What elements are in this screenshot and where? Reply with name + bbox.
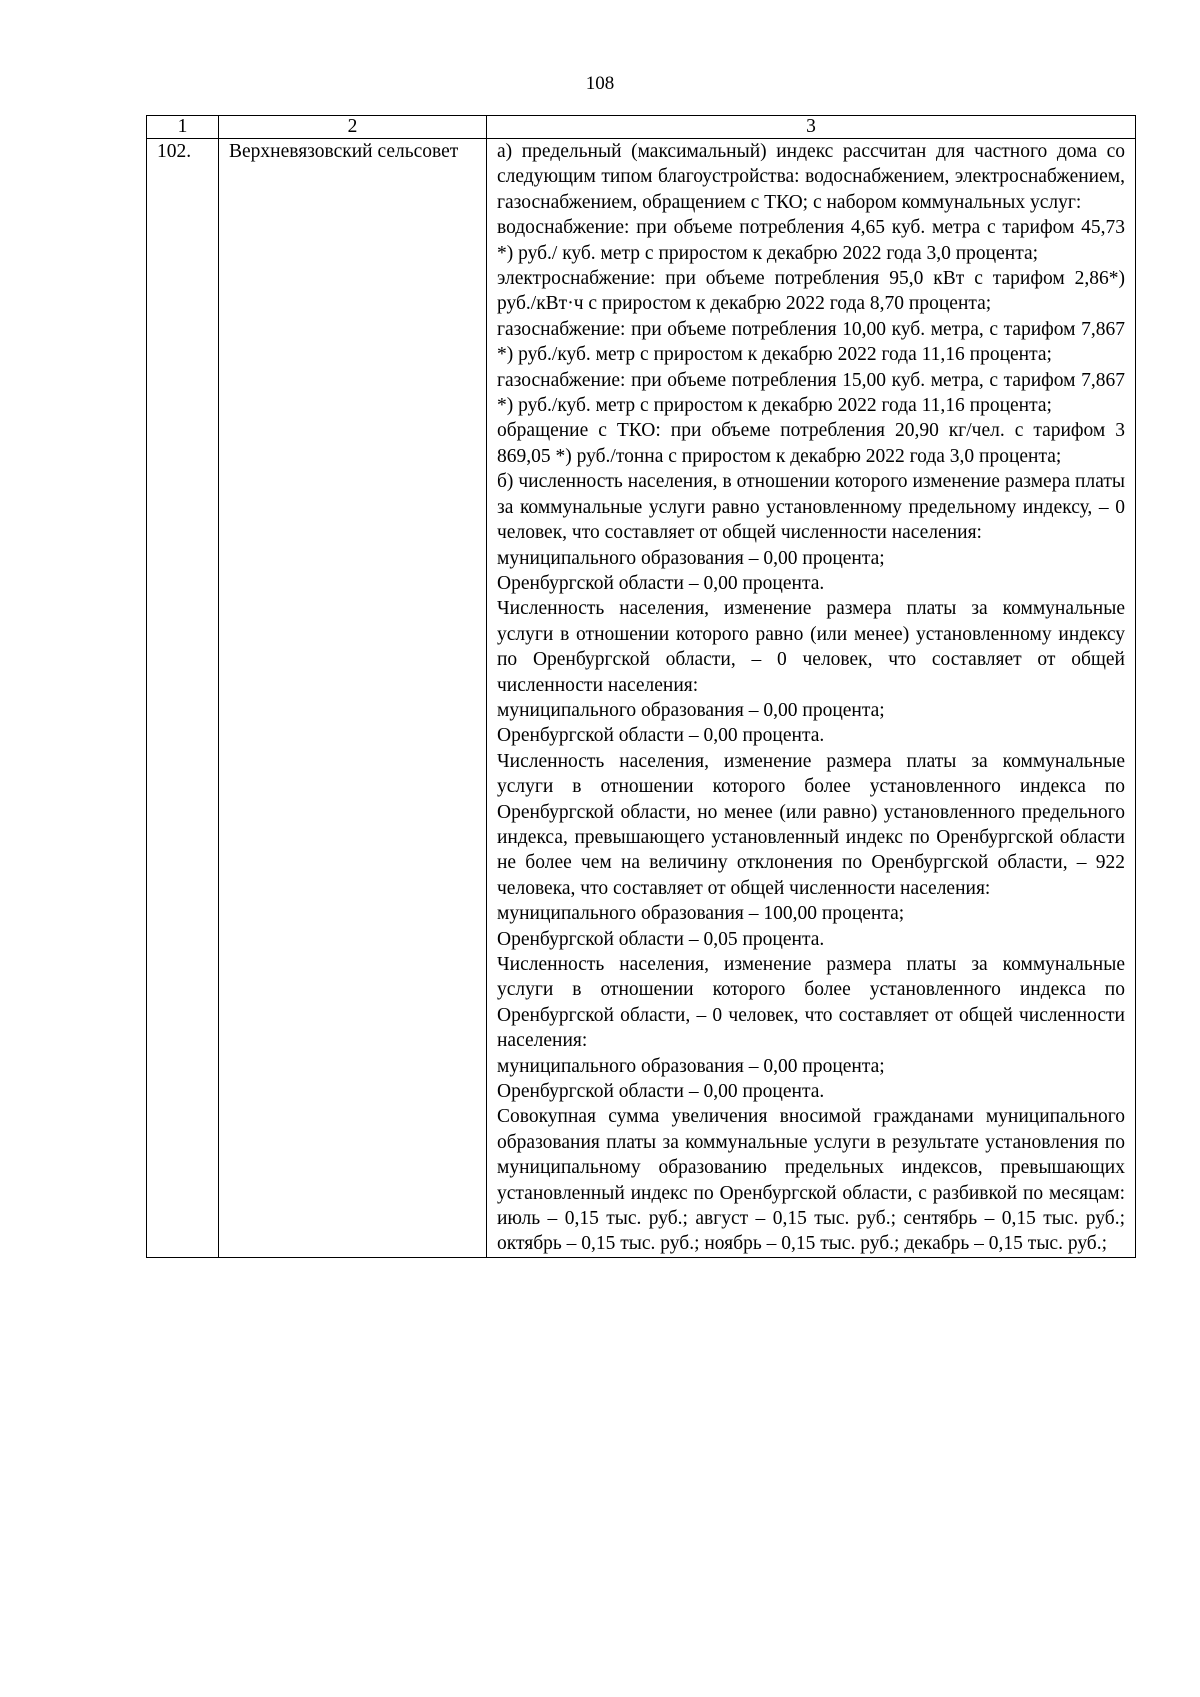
- table-header-row: [147, 116, 1136, 139]
- description-paragraph: электроснабжение: при объеме потребления 95,0 кВт с тарифом 2,86*) руб./кВт·ч с приростом к декабрю 2022 года 8,70 процента;: [497, 268, 1125, 315]
- description-paragraphs: [497, 139, 1125, 1257]
- description-paragraph: а) предельный (максимальный) индекс рассчитан для частного дома со следующим типом благоустройства: водоснабжением, электроснабжением, газоснабжением, обращением с ТКО; с набором коммунальных услуг:: [497, 141, 1125, 213]
- description-paragraph: Оренбургской области – 0,00 процента.: [497, 1081, 825, 1103]
- row-number: 102.: [147, 139, 219, 1258]
- description-paragraph: Численность населения, изменение размера платы за коммунальные услуги в отношении которого более установленного индекса по Оренбургской области, – 0 человек, что составляет от общей численности населения:: [497, 954, 1125, 1052]
- column-header-3: 3: [487, 116, 1136, 139]
- description-paragraph: водоснабжение: при объеме потребления 4,65 куб. метра с тарифом 45,73 *) руб./ куб. метр с приростом к декабрю 2022 года 3,0 процента;: [497, 217, 1125, 264]
- description-paragraph: Оренбургской области – 0,05 процента.: [497, 928, 825, 950]
- description-paragraph: Совокупная сумма увеличения вносимой гражданами муниципального образования платы за коммунальные услуги в результате установления по муниципальному образованию предельных индексов, превышающих установленный индекс по Оренбургской области, с разбивкой по месяцам: июль – 0,15 тыс. руб.; август – 0,15 тыс. руб.; сентябрь – 0,15 тыс. руб.; октябрь – 0,15 тыс. руб.; ноябрь – 0,15 тыс. руб.; декабрь – 0,15 тыс. руб.;: [497, 1106, 1125, 1255]
- description-paragraph: обращение с ТКО: при объеме потребления 20,90 кг/чел. с тарифом 3 869,05 *) руб./тонна с приростом к декабрю 2022 года 3,0 процента;: [497, 420, 1125, 467]
- table-row: [147, 139, 1136, 1258]
- data-table: [146, 115, 1136, 1258]
- description-paragraph: муниципального образования – 0,00 процента;: [497, 699, 885, 721]
- municipality-name: Верхневязовский сельсовет: [219, 139, 487, 1258]
- description-paragraph: газоснабжение: при объеме потребления 10,00 куб. метра, с тарифом 7,867 *) руб./куб. метр с приростом к декабрю 2022 года 11,16 процента;: [497, 318, 1125, 366]
- column-header-2: 2: [219, 116, 487, 139]
- description-paragraph: Оренбургской области – 0,00 процента.: [497, 572, 825, 594]
- description-paragraph: муниципального образования – 0,00 процента;: [497, 547, 885, 569]
- column-header-1: 1: [147, 116, 219, 139]
- description-paragraph: муниципального образования – 100,00 процента;: [497, 903, 905, 925]
- description-paragraph: газоснабжение: при объеме потребления 15,00 куб. метра, с тарифом 7,867 *) руб./куб. метр с приростом к декабрю 2022 года 11,16 процента;: [497, 369, 1125, 417]
- page-number: 108: [585, 73, 615, 94]
- description-paragraph: муниципального образования – 0,00 процента;: [497, 1055, 885, 1077]
- description-paragraph: Численность населения, изменение размера платы за коммунальные услуги в отношении которого равно (или менее) установленному индексу по Оренбургской области, – 0 человек, что составляет от общей численности населения:: [497, 598, 1125, 696]
- description-paragraph: Оренбургской области – 0,00 процента.: [497, 725, 825, 747]
- description-paragraph: Численность населения, изменение размера платы за коммунальные услуги в отношении которого более установленного индекса по Оренбургской области, но менее (или равно) установленного предельного индекса, превышающего установленный индекс по Оренбургской области не более чем на величину отклонения по Оренбургской области, – 922 человека, что составляет от общей численности населения:: [497, 750, 1125, 899]
- row-description: [487, 139, 1136, 1258]
- description-paragraph: б) численность населения, в отношении которого изменение размера платы за коммунальные услуги равно установленному предельному индексу, – 0 человек, что составляет от общей численности населения:: [497, 471, 1125, 544]
